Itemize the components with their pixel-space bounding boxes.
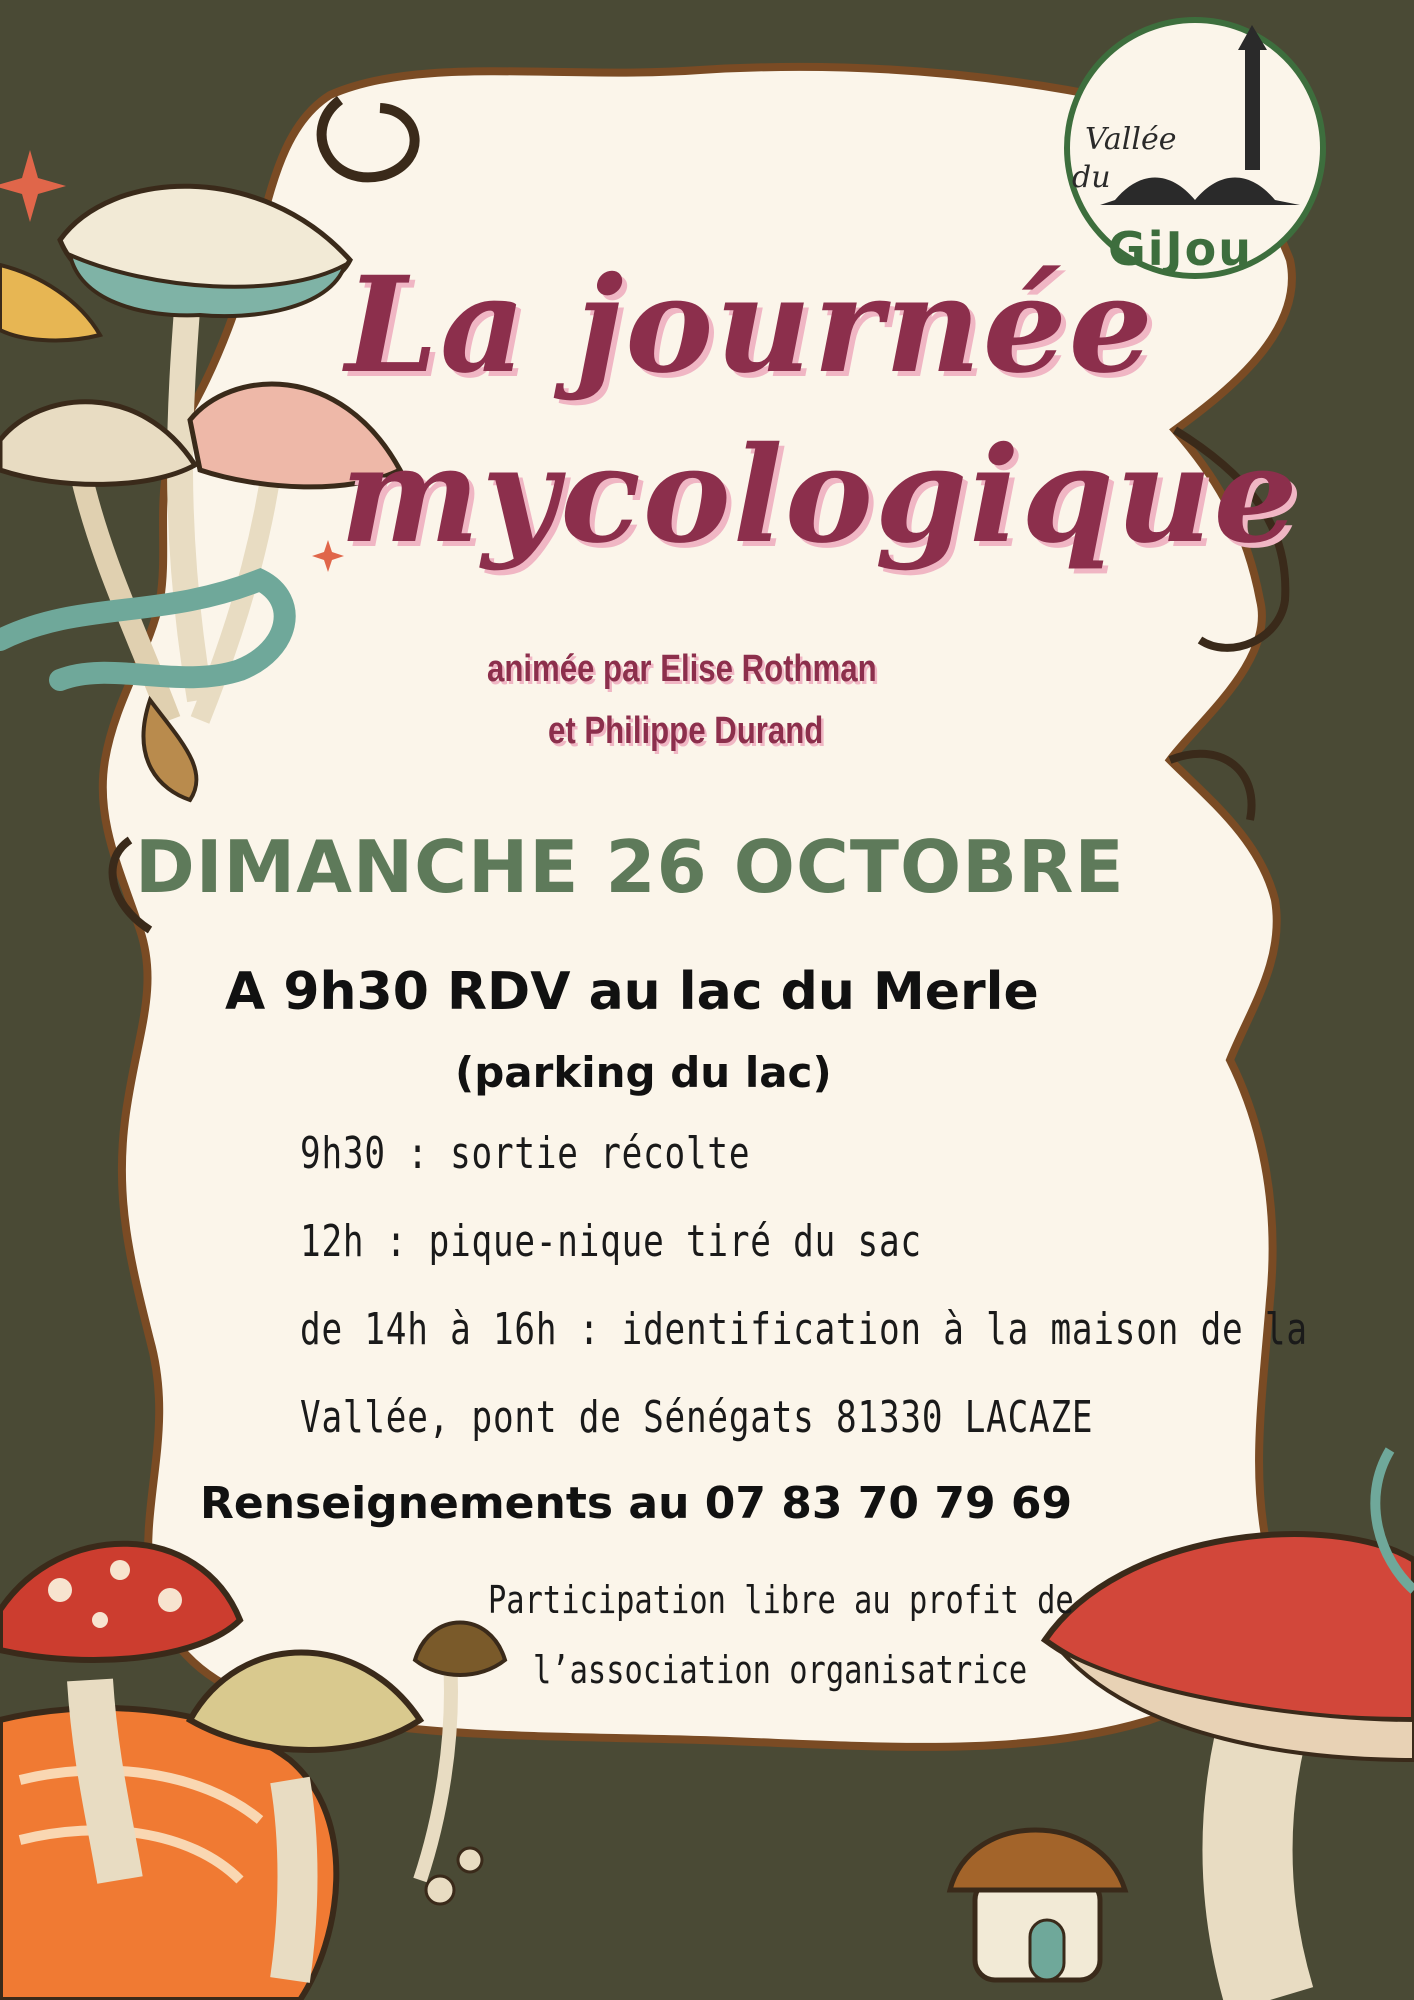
- host-line-2: et Philippe Durand: [548, 710, 824, 752]
- logo-text-gijou: GiJou: [1108, 222, 1253, 276]
- schedule-item: 12h : pique-nique tiré du sac: [300, 1216, 922, 1267]
- event-date: DIMANCHE 26 OCTOBRE: [135, 825, 1125, 909]
- logo-text-vallee: Vallée: [1085, 122, 1177, 157]
- title-line-1: La journée: [345, 248, 1155, 403]
- contact-info: Renseignements au 07 83 70 79 69: [200, 1478, 1073, 1529]
- title-line-2: mycologique: [340, 418, 1300, 573]
- meeting-detail: (parking du lac): [455, 1048, 832, 1097]
- participation-line-1: Participation libre au profit de: [488, 1578, 1074, 1622]
- host-line-1: animée par Elise Rothman: [487, 648, 877, 690]
- meeting-point: A 9h30 RDV au lac du Merle: [225, 962, 1039, 1022]
- logo-text-du: du: [1072, 160, 1111, 195]
- bell-tower-icon: [1245, 50, 1260, 170]
- schedule-item: 9h30 : sortie récolte: [300, 1128, 751, 1179]
- schedule-item: de 14h à 16h : identification à la maison de la: [300, 1304, 1308, 1355]
- scroll-curl-top: [322, 100, 415, 177]
- schedule-item: Vallée, pont de Sénégats 81330 LACAZE: [300, 1392, 1094, 1443]
- participation-line-2: l’association organisatrice: [533, 1648, 1028, 1692]
